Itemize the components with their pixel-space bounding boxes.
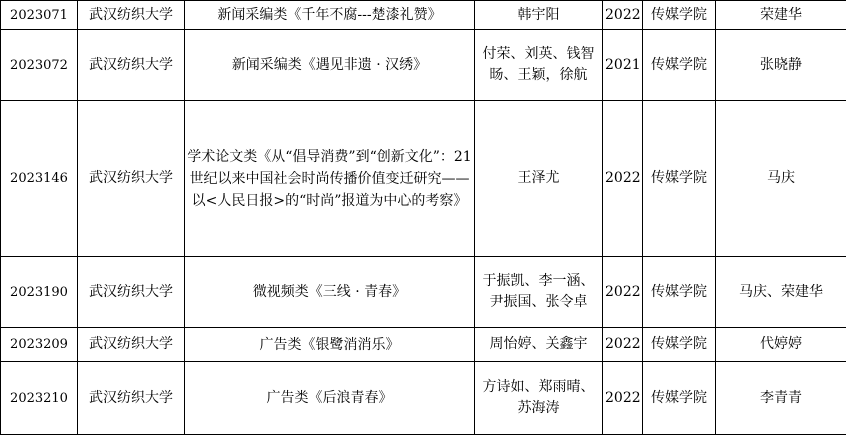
college-name[interactable]: 传媒学院: [643, 30, 716, 101]
entry-year[interactable]: 2022: [603, 101, 643, 257]
entry-id[interactable]: 2023190: [1, 257, 78, 328]
college-name[interactable]: 传媒学院: [643, 1, 716, 30]
table-row: [1, 328, 846, 362]
table-row: [1, 362, 846, 435]
work-title[interactable]: 广告类《后浪青春》: [185, 362, 475, 435]
table-row: [1, 101, 846, 257]
entry-id[interactable]: 2023146: [1, 101, 78, 257]
entry-year[interactable]: 2022: [603, 362, 643, 435]
entry-id[interactable]: 2023209: [1, 328, 78, 362]
table-row: [1, 257, 846, 328]
teacher-names[interactable]: 荣建华: [716, 1, 846, 30]
work-title[interactable]: 新闻采编类《遇见非遗 · 汉绣》: [185, 30, 475, 101]
work-title[interactable]: 新闻采编类《千年不腐---楚漆礼赞》: [185, 1, 475, 30]
student-names[interactable]: 方诗如、郑雨晴、苏海涛: [475, 362, 603, 435]
school-name[interactable]: 武汉纺织大学: [78, 101, 185, 257]
teacher-names[interactable]: 代婷婷: [716, 328, 846, 362]
entry-id[interactable]: 2023071: [1, 1, 78, 30]
student-names[interactable]: 于振凯、李一涵、尹振国、张令卓: [475, 257, 603, 328]
student-names[interactable]: 韩宇阳: [475, 1, 603, 30]
college-name[interactable]: 传媒学院: [643, 362, 716, 435]
work-title[interactable]: 广告类《银鹭消消乐》: [185, 328, 475, 362]
school-name[interactable]: 武汉纺织大学: [78, 257, 185, 328]
college-name[interactable]: 传媒学院: [643, 328, 716, 362]
school-name[interactable]: 武汉纺织大学: [78, 30, 185, 101]
school-name[interactable]: 武汉纺织大学: [78, 362, 185, 435]
college-name[interactable]: 传媒学院: [643, 101, 716, 257]
student-names[interactable]: 付荣、刘英、钱智旸、王颖，徐航: [475, 30, 603, 101]
teacher-names[interactable]: 李青青: [716, 362, 846, 435]
table-row: [1, 30, 846, 101]
entry-year[interactable]: 2022: [603, 1, 643, 30]
teacher-names[interactable]: 马庆: [716, 101, 846, 257]
entry-year[interactable]: 2021: [603, 30, 643, 101]
teacher-names[interactable]: 张晓静: [716, 30, 846, 101]
entry-id[interactable]: 2023072: [1, 30, 78, 101]
teacher-names[interactable]: 马庆、荣建华: [716, 257, 846, 328]
entry-id[interactable]: 2023210: [1, 362, 78, 435]
table-row: [1, 1, 846, 30]
student-names[interactable]: 周怡婷、关鑫宇: [475, 328, 603, 362]
college-name[interactable]: 传媒学院: [643, 257, 716, 328]
work-title[interactable]: 学术论文类《从“倡导消费”到“创新文化”：21 世纪以来中国社会时尚传播价值变迁研究——以<人民日报>的“时尚”报道为中心的考察》: [185, 101, 475, 257]
entry-year[interactable]: 2022: [603, 257, 643, 328]
school-name[interactable]: 武汉纺织大学: [78, 328, 185, 362]
entry-year[interactable]: 2022: [603, 328, 643, 362]
school-name[interactable]: 武汉纺织大学: [78, 1, 185, 30]
student-names[interactable]: 王泽尤: [475, 101, 603, 257]
work-title[interactable]: 微视频类《三线 · 青春》: [185, 257, 475, 328]
